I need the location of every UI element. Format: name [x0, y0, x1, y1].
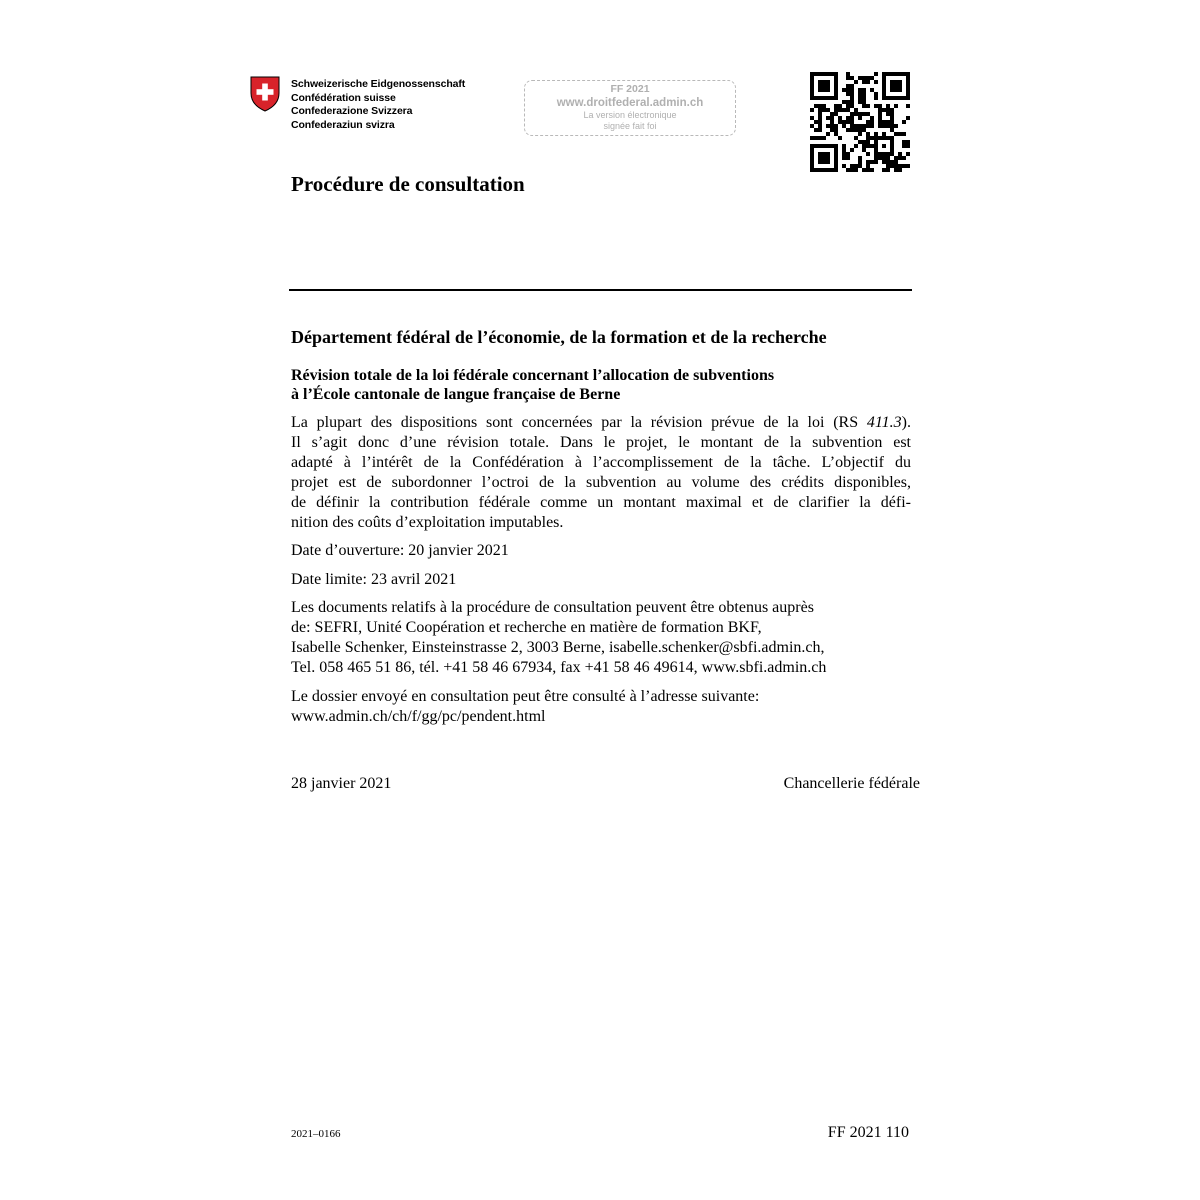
- paragraph-line: Isabelle Schenker, Einsteinstrasse 2, 3003 Berne, isabelle.schenker@sbfi.admin.ch,: [291, 639, 825, 656]
- stamp-line-1: FF 2021: [610, 83, 650, 95]
- agency-names: [291, 78, 465, 132]
- paragraph-line: projet est de subordonner l’octroi de la subvention au volume des crédits disponibles,: [291, 474, 911, 491]
- description-paragraph: [291, 413, 911, 533]
- subject-line-2: à l’École cantonale de langue française de Berne: [291, 386, 621, 403]
- paragraph-line: de définir la contribution fédérale comme un montant maximal et de clarifier la défi-: [291, 494, 911, 511]
- paragraph-line: adapté à l’intérêt de la Confédération à l’accomplissement de la tâche. L’objectif du: [291, 454, 911, 471]
- paragraph-line: Les documents relatifs à la procédure de consultation peuvent être obtenus auprès: [291, 599, 814, 616]
- signer: Chancellerie fédérale: [783, 775, 920, 792]
- document-number: 2021–0166: [291, 1128, 341, 1140]
- deadline-date: Date limite: 23 avril 2021: [291, 571, 457, 588]
- stamp-line-2: www.droitfederal.admin.ch: [556, 97, 704, 109]
- electronic-version-stamp: [524, 80, 736, 136]
- agency-name-fr: Confédération suisse: [291, 91, 396, 104]
- paragraph-line: La plupart des dispositions sont concernées par la révision prévue de la loi (RS 411.3).: [291, 414, 911, 431]
- opening-date: Date d’ouverture: 20 janvier 2021: [291, 542, 509, 559]
- publication-date: 28 janvier 2021: [291, 775, 392, 792]
- stamp-line-4: signée fait foi: [603, 121, 657, 131]
- swiss-cross-shield-icon: [250, 76, 280, 112]
- federal-gazette-reference: FF 2021 110: [827, 1124, 909, 1141]
- paragraph-line: Il s’agit donc d’une révision totale. Dans le projet, le montant de la subvention est: [291, 434, 911, 451]
- documents-paragraph: [291, 598, 911, 678]
- agency-name-rm: Confederaziun svizra: [291, 118, 395, 131]
- dossier-url: www.admin.ch/ch/f/gg/pc/pendent.html: [291, 708, 546, 725]
- paragraph-line: Le dossier envoyé en consultation peut être consulté à l’adresse suivante:: [291, 688, 760, 705]
- page-title: Procédure de consultation: [291, 172, 525, 196]
- paragraph-line: de: SEFRI, Unité Coopération et recherche en matière de formation BKF,: [291, 619, 762, 636]
- paragraph-line: nition des coûts d’exploitation imputables.: [291, 514, 564, 531]
- agency-name-it: Confederazione Svizzera: [291, 105, 413, 117]
- paragraph-line: Tel. 058 465 51 86, tél. +41 58 46 67934, fax +41 58 46 49614, www.sbfi.admin.ch: [291, 659, 827, 676]
- subject-heading: [291, 366, 911, 404]
- subject-line-1: Révision totale de la loi fédérale concernant l’allocation de subventions: [291, 367, 775, 384]
- dossier-paragraph: [291, 687, 911, 727]
- qr-code-icon: [810, 72, 910, 172]
- rs-reference: 411.3: [866, 414, 902, 431]
- stamp-line-3: La version électronique: [583, 110, 677, 120]
- department-heading: Département fédéral de l’économie, de la formation et de la recherche: [291, 327, 827, 347]
- agency-name-de: Schweizerische Eidgenossenschaft: [291, 78, 466, 90]
- divider: [289, 289, 912, 291]
